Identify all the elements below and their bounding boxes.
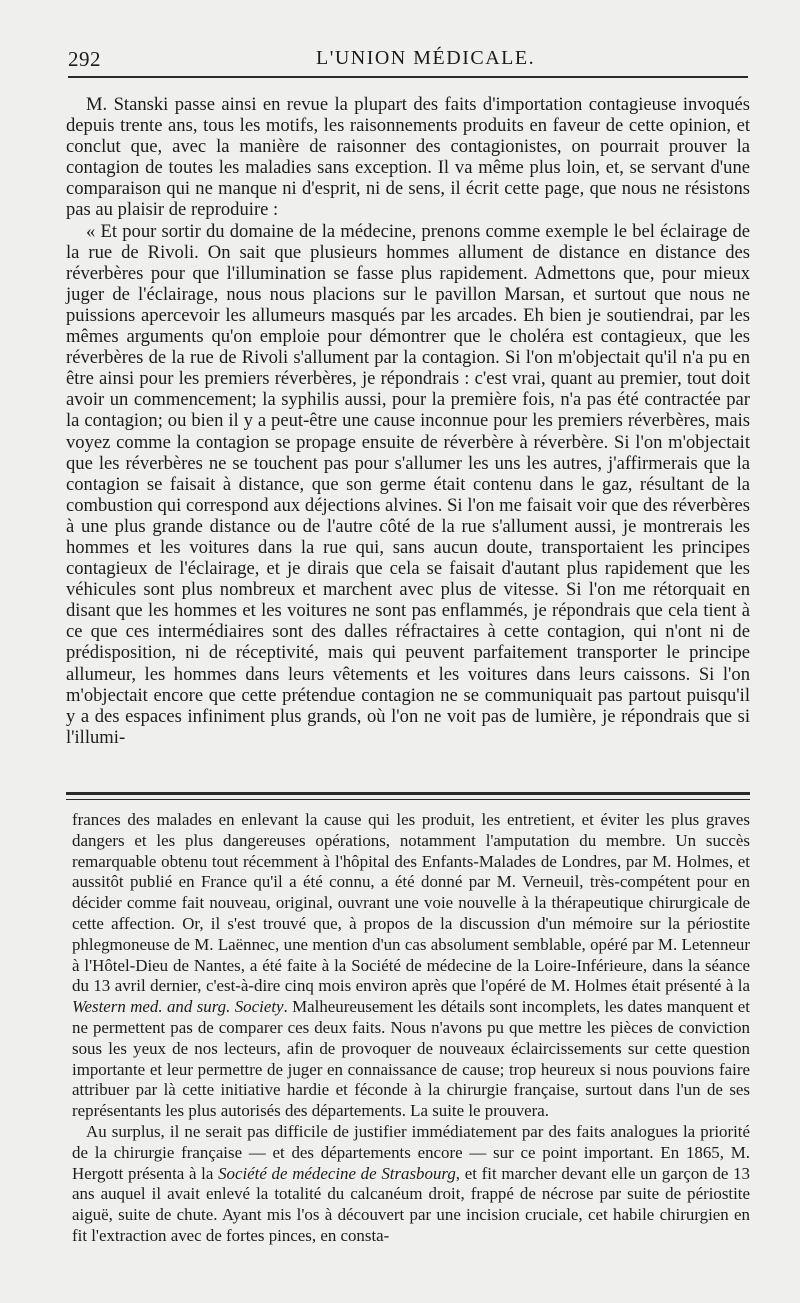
header-rule [68,76,748,78]
footnote-text: Au surplus, il ne serait pas difficile de justifier immédiatement par des faits analogues la priorité de la chirurgie française — et des départements encore — sur ce point important. En 1865, M. Hergott présenta à la [72,1121,750,1183]
footnote [72,810,750,1247]
main-paragraph: M. Stanski passe ainsi en revue la plupart des faits d'importation contagieuse invoqués depuis trente ans, tous les motifs, les raisonnements produits en faveur de cette opinion, et conclut que, avec la manière de raisonner des contagionistes, on pourrait prouver la contagion de toutes les maladies sans exception. Il va même plus loin, et, se servant d'une comparaison qui ne manque ni d'esprit, ni de sens, il écrit cette page, que nous ne résistons pas au plaisir de reproduire : [66,94,750,221]
main-paragraph-quote: « Et pour sortir du domaine de la médecine, prenons comme exemple le bel éclairage de la rue de Rivoli. On sait que plusieurs hommes allument de distance en distance des réverbères pour que l'illumination se fasse plus rapidement. Admettons que, pour mieux juger de l'éclairage, nous nous placions sur le pavillon Marsan, et surtout que nous ne puissions apercevoir les allumeurs masqués par les arcades. Eh bien je soutiendrai, par les mêmes arguments qu'on emploie pour démontrer que le choléra est contagieux, que les réverbères de la rue de Rivoli s'allument par la contagion. Si l'on m'objectait qu'il n'a pu en être ainsi pour les premiers réverbères, je répondrais : c'est vrai, quant au premier, tout doit avoir un commencement; la syphilis aussi, pour la première fois, n'a pas été contractée par la contagion; ou bien il y a peut-être une cause inconnue pour les premiers réverbères, mais voyez comme la contagion se propage ensuite de réverbère à réverbère. Si l'on m'objectait que les réverbères ne se touchent pas pour s'allumer les uns les autres, j'affirmerais que la contagion se faisait à distance, que son germe était contenu dans le gaz, résultant de la combustion qui correspond aux déjections alvines. Si l'on me faisait voir que des réverbères à une plus grande distance ou de l'autre côté de la rue s'allument aussi, je montrerais les hommes et les voitures dans la rue qui, sans aucun doute, transportaient les principes contagieux de l'éclairage, et je dirais que cela se faisait d'autant plus rapidement que les véhicules sont plus nombreux et marchent avec plus de vitesse. Si l'on me rétorquait en disant que les hommes et les voitures ne sont pas enflammés, je répondrais que cela tient à ce que ces intermédiaires sont des dalles réfractaires à cette contagion, qui n'ont ni de prédisposition, ni de réceptivité, mais qui peuvent parfaitement transporter le principe allumeur, les hommes dans leurs vêtements et les voitures dans leurs caissons. Si l'on m'objectait encore que cette prétendue contagion ne se communiquait pas partout puisqu'il y a des espaces infiniment plus grands, où l'on ne voit pas de lumière, je répondrais que si l'illumi- [66,220,750,748]
footnote-text: , et fit marcher devant elle un garçon de 13 ans auquel il avait enlevé la totalité du calcanéum droit, frappé de nécrose par suite de périostite aiguë, suite de chute. Ayant mis l'os à découvert par une incision cruciale, cet habile chirurgien en fit l'extraction avec de fortes pinces, en consta- [72,1163,750,1245]
footnote-paragraph [72,1122,750,1247]
footnote-text: frances des malades en enlevant la cause qui les produit, les entretient, et éviter les plus graves dangers et les plus dangereuses opérations, notamment l'amputation du membre. Un succès remarquable obtenu tout récemment à l'hôpital des Enfants-Malades de Londres, par M. Holmes, et aussitôt publié en France qu'il a été connu, a été donné par M. Verneuil, très-compétent pour en décider comme fait nouveau, original, ouvrant une voie nouvelle à la thérapeutique chirurgicale de cette affection. Or, il s'est trouvé que, à propos de la discussion d'un mémoire sur la périostite phlegmoneuse de M. Laënnec, une mention d'un cas absolument semblable, opéré par M. Letenneur à l'Hôtel-Dieu de Nantes, a été faite à la Société de médecine de la Loire-Inférieure, dans la séance du 13 avril dernier, c'est-à-dire cinq mois environ après que l'opéré de M. Holmes était présenté à la [72,810,750,996]
footnote-paragraph [72,810,750,1122]
footnote-rule [66,792,750,800]
running-title: L'UNION MÉDICALE. [316,47,536,69]
page-header [68,43,748,73]
footnote-text: . Malheureusement les détails sont incomplets, les dates manquent et ne permettent pas de comparer ces deux faits. Nous n'avons pu que mettre les pièces de conviction sous les yeux de nos lecteurs, afin de provoquer de nouveaux éclaircissements sur cette question importante et leur permettre de juger en connaissance de cause; trop heureux si nous pouvions faire attribuer par là cette initiative hardie et féconde à la chirurgie française, surtout dans l'un de ses représentants les plus autorisés des départements. La suite le prouvera. [72,997,750,1121]
society-name: Société de médecine de Strasbourg [218,1163,456,1183]
page-number: 292 [68,47,101,71]
main-text [66,94,750,748]
journal-name: Western med. and surg. Society [72,997,284,1017]
